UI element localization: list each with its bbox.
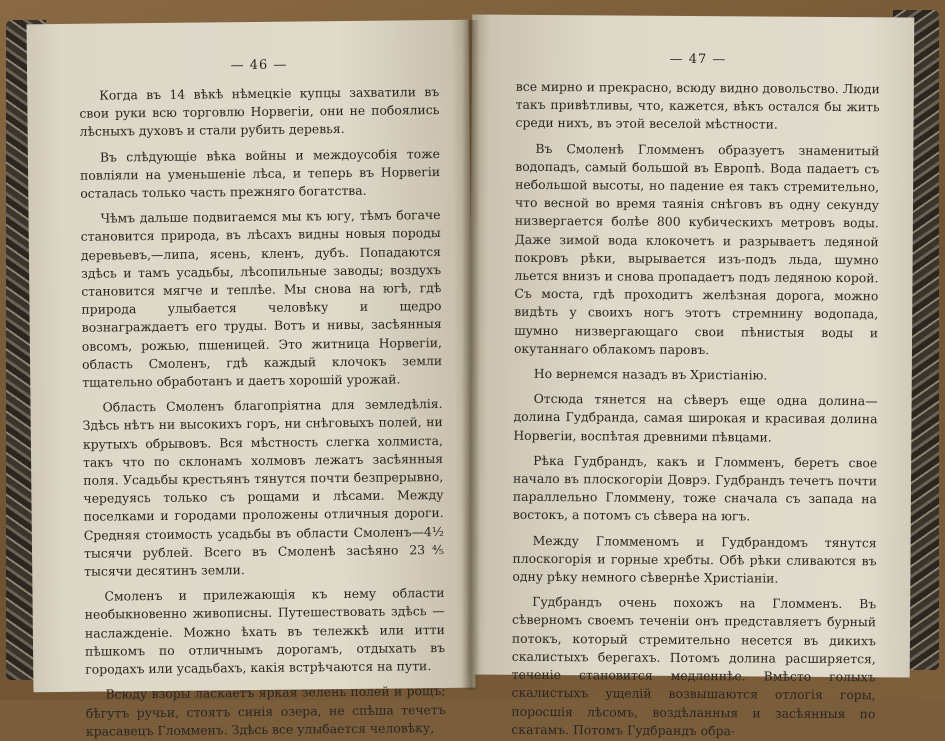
left-page	[27, 20, 476, 739]
page-number: — 46 —	[230, 57, 288, 74]
paragraph: Чѣмъ дальше подвигаемся мы къ югу, тѣмъ богаче становится природа, въ лѣсахъ видны новыя породы деревьевъ,—липа, ясень, кленъ, дубъ. Попадаются здѣсь и тамъ усадьбы, лѣсопильные заводы; воздухъ становится мягче и теплѣе. Мы снова на югѣ, гдѣ природа улыбается человѣку и щедро вознаграждаетъ его труды. Вотъ и нивы, засѣянныя овсомъ, рожью, пшеницей. Это житница Норвегiи, область Смоленъ, гдѣ каждый клочокъ земли тщательно обработанъ и даетъ хорошiй урожай.	[80, 207, 443, 390]
paragraph: Отсюда тянется на сѣверъ еще одна долина—долина Гудбранда, самая широкая и красивая долина Норвегiи, воспѣтая древними пѣвцами.	[513, 391, 878, 445]
page-number: — 47 —	[669, 51, 727, 68]
paragraph: все мирно и прекрасно, всюду видно довольство. Люди такъ привѣтливы, что, кажется, вѣкъ остался бы жить среди нихъ, въ этой веселой мѣстности.	[515, 78, 880, 133]
paragraph: Въ Смоленѣ Гломменъ образуетъ знаменитый водопадъ, самый большой въ Европѣ. Вода падаетъ съ небольшой высоты, но падение ея такъ стремительно, что весной во время таянiя снѣговъ въ одну секунду низвергается болѣе 800 кубическихъ метровъ воды. Даже зимой вода клокочетъ и разрываетъ ледяной покровъ рѣки, вырывается изъ-подъ льда, шумно льется внизъ и снова пропадаетъ подъ ледяною корой. Съ моста, гдѣ проходитъ желѣзная дорога, можно видѣть у своихъ ногъ этотъ стремнину водопада, шумно низвергающаго свои пѣнистыя воды и окутаннаго облакомъ паровъ.	[513, 140, 880, 357]
paragraph: Между Гломменомъ и Гудбрандомъ тянутся плоскогорiя и горные хребты. Обѣ рѣки сливаются въ одну рѣку немного сѣвернѣе Христiанiи.	[512, 532, 877, 586]
paragraph: Рѣка Гудбрандъ, какъ и Гломменъ, беретъ свое начало въ плоскогорiи Доврэ. Гудбрандъ течетъ почти параллельно Гломмену, тоже сначала съ запада на востокъ, а потомъ съ сѣвера на югъ.	[512, 452, 878, 524]
paragraph: Но вернемся назадъ въ Христiанiю.	[533, 365, 768, 383]
book-gutter	[462, 20, 480, 690]
paragraph: Область Смоленъ благопрiятна для земледѣлiя. Здѣсь нѣтъ ни высокихъ горъ, ни снѣговыхъ полей, ни крутыхъ обрывовъ. Вся мѣстность слегка холмиста, такъ что по склонамъ холмовъ лежатъ засѣянныя поля. Усадьбы крестьянъ тянутся почти безпрерывно, чередуясь только съ рощами и лѣсами. Между поселками и городами проложены отличныя дороги. Средняя стоимость усадьбы въ области Смоленъ—4½ тысячи рублей. Всего въ Смоленѣ засѣяно 23⅘ тысячи десятинъ земли.	[82, 396, 445, 579]
paragraph: Гудбрандъ очень похожъ на Гломменъ. Въ сѣверномъ своемъ теченiи онъ представляетъ бурный потокъ, который стремительно несется въ дикихъ скалистыхъ берегахъ. Потомъ долина расширяется, теченiе становится медленнѣе. Вмѣсто голыхъ скалистыхъ ущелiй возвышаются отлогiя горы, поросшiя лѣсомъ, воздѣланныя и засѣянныя по скатамъ. Потомъ Гудбрандъ обра-	[511, 594, 877, 739]
paragraph: Смоленъ и прилежающiя къ нему области необыкновенно живописны. Путешествовать здѣсь — наслажденiе. Можно ѣхать въ тележкѣ или итти пѣшкомъ по отличнымъ дорогамъ, отдыхать въ городахъ или усадьбахъ, какiя встрѣчаются на пути.	[84, 585, 446, 677]
paragraph: Въ слѣдующiе вѣка войны и междоусобiя тоже повлiяли на уменьшенiе лѣса, и теперь въ Норвегiи осталась только часть прежняго богатства.	[80, 145, 441, 201]
paragraph: Всюду взоры ласкаетъ яркая зелень полей и рощъ; бѣгутъ ручьи, стоятъ синiя озера, не спѣша течетъ красавецъ Гломменъ. Здѣсь все улыбается человѣку,	[85, 683, 446, 739]
paragraph: Когда въ 14 вѣкѣ нѣмецкiе купцы захватили въ свои руки всю торговлю Норвегiи, они не побоялись лѣсныхъ духовъ и стали рубить деревья.	[79, 84, 440, 140]
right-page	[468, 14, 915, 739]
